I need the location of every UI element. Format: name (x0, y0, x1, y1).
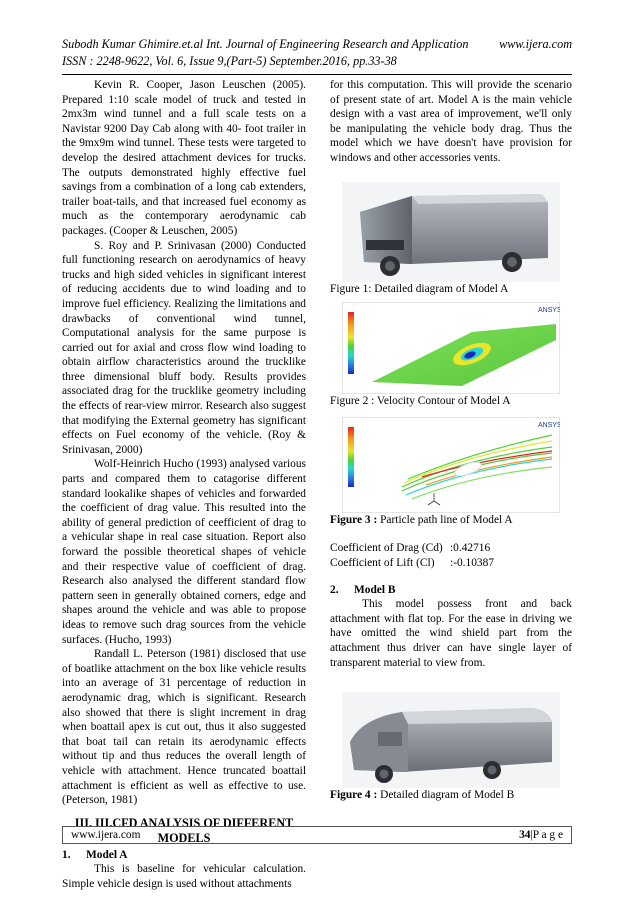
lift-coefficient-label: Coefficient of Lift (Cl) (330, 556, 435, 569)
van-model-a-render (342, 182, 560, 282)
figure-3-image (342, 417, 560, 513)
paragraph-model-a-cont: for this computation. This will provide the scenario of present state of art. Model A is the main vehicle design with a vast area of improvement, we'll only be manipulating the vehicle body drag. Thus the model which we have doesn't have provision for windows and other accessories vents. (330, 79, 572, 164)
paragraph-peterson: Randall L. Peterson (1981) disclosed that use of boatlike attachment on the box like vehicle results into an average of 31 percentage of reduction in aerodynamic drag, which is significant. Research also showed that there is slight increment in drag when boattail apex is cut out, thus it also suggested that boat tail can retain its aerodynamic effects without tip and thus reduces the overall length of vehicle with attachment. Hence truncated boattail attachment is efficient as well as effective to use. (Peterson, 1981) (62, 648, 306, 807)
page-footer (62, 826, 572, 844)
subsection-title: Model A (86, 848, 128, 861)
drag-coefficient-label: Coefficient of Drag (Cd) (330, 542, 443, 555)
subsection-heading-model-a (62, 848, 306, 863)
paragraph-hucho: Wolf-Heinrich Hucho (1993) analysed various parts and compared them to catagorise different standard lookalike shapes of vehicles and forwarded the coefficient of drag value. This resulted into the ability of general prediction of ceefficient of drag to a vehicular shape in real case situation. Report also forward the possible theoretical shapes of vehicle and their respective value of coefficient of drag. Research also analysed the different standard flow pattern seen in generally obtained corners, edge and shapes around the vehicle and was able to propose ideas to remove such drag sources from the vehicle surfaces. (Hucho, 1993) (62, 458, 306, 646)
figure-3-caption (330, 513, 572, 528)
figure-1-image (342, 182, 560, 282)
section-heading: III. III.CFD ANALYSIS OF DIFFERENT MODELS (74, 815, 294, 845)
right-column (330, 78, 572, 803)
figure-3-label: Figure 3 : (330, 513, 378, 526)
left-column (62, 78, 306, 891)
running-header (62, 36, 572, 70)
header-rule (62, 74, 572, 75)
figure-2-image (342, 302, 560, 394)
drag-coefficient-value: :0.42716 (450, 542, 491, 555)
figure-1-caption: Figure 1: Detailed diagram of Model A (330, 282, 509, 295)
subsection-heading-model-b (330, 583, 572, 598)
van-model-b-render (342, 692, 560, 788)
figure-4-caption (330, 788, 572, 803)
svg-text:ANSYS: ANSYS (538, 421, 560, 429)
lift-coefficient-value: :-0.10387 (450, 556, 494, 569)
figure-4-text: Detailed diagram of Model B (377, 789, 515, 802)
subsection-title: Model B (354, 583, 396, 596)
subsection-number: 2. (330, 583, 339, 596)
journal-citation: Subodh Kumar Ghimire.et.al Int. Journal of Engineering Research and Application (62, 37, 469, 51)
figure-2-caption: Figure 2 : Velocity Contour of Model A (330, 395, 511, 408)
paragraph-cooper: Kevin R. Cooper, Jason Leuschen (2005). Prepared 1:10 scale model of truck and tested in 2mx3m wind tunnel and a full scale tests on a Navistar 9200 Day Cab along with 40- foot trailer in the 9mx9m wind tunnel. These tests were targeted to develop the desired attachment devices for trucks. The outputs demonstrated highly effective fuel savings from a combination of a long cab extenders, trailer boat-tails, and that increased fuel economy as much as the contemporary aerodynamic cab packages. (Cooper & Leuschen, 2005) (62, 79, 306, 237)
paragraph-model-a: This is baseline for vehicular calculation. Simple vehicle design is used without attachments (62, 863, 306, 890)
paragraph-roy: S. Roy and P. Srinivasan (2000) Conducted full functioning research on aerodynamics of heavy trucks and high sided vehicles in significant interest of reducing accidents due to wind loading and to improve fuel efficiency. Realizing the limitations and drawbacks of conventional wind tunnel, Computational analysis for the same purpose is carried out for axial and cross flow wind loading to obtain airflow characteristics around the trucklike three dimensional bluff body. Results provides associated drag for the trucklike geometry including the effects of rear-view mirror. Research also suggest that modifying the External geometry has significant effects on Fuel economy of the vehicle. (Roy & Srinivasan, 2000) (62, 239, 306, 456)
svg-text:ANSYS: ANSYS (538, 307, 560, 315)
figure-4-label: Figure 4 : (330, 789, 378, 802)
page-number-value: 34 (519, 829, 531, 841)
particle-path-render (342, 417, 560, 513)
page-number (519, 829, 563, 841)
lift-coefficient-row (330, 556, 572, 571)
issn-line: ISSN : 2248-9622, Vol. 6, Issue 9,(Part-5) September.2016, pp.33-38 (62, 54, 397, 68)
footer-website: www.ijera.com (71, 829, 141, 841)
figure-4-image (342, 692, 560, 788)
journal-website: www.ijera.com (499, 37, 572, 51)
velocity-contour-render (342, 302, 560, 394)
drag-coefficient-row (330, 541, 572, 556)
paragraph-model-b: This model possess front and back attachment with flat top. For the ease in driving we have omitted the wind shield part from the attachment thus driver can have single layer of transparent material to view from. (330, 598, 572, 669)
subsection-number: 1. (62, 848, 71, 861)
figure-3-text: Particle path line of Model A (377, 513, 513, 526)
page-suffix: |P a g e (530, 829, 563, 841)
